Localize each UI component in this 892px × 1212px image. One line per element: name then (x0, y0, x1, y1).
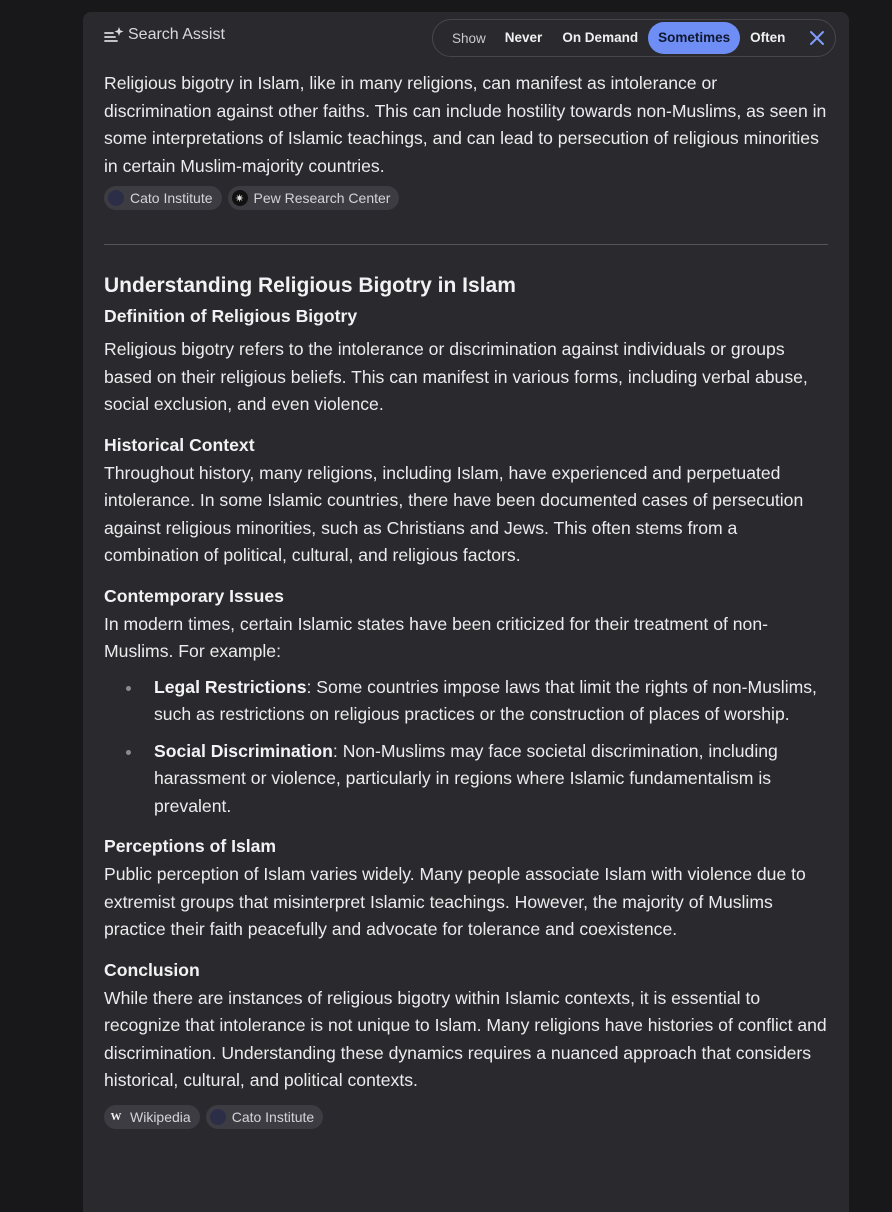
option-on-demand[interactable]: On Demand (562, 30, 639, 45)
option-often[interactable]: Often (750, 30, 786, 45)
section-text: While there are instances of religious bigotry within Islamic contexts, it is essential to recognize that intolerance is not unique to Islam. Many religions have histories of conflict and discrimination. Understanding these dynamics requires a nuanced approach that considers historical, cultural, and political contexts. (104, 987, 827, 1090)
list-item-term: Legal Restrictions (154, 676, 307, 697)
search-assist-header (83, 12, 849, 64)
section-text: Religious bigotry refers to the intolerance or discrimination against individuals or groups based on their religious beliefs. This can manifest in various forms, including verbal abuse, social exclusion, and even violence. (104, 339, 808, 414)
article-sources (104, 1105, 828, 1129)
issues-list (104, 674, 828, 821)
source-chip-wikipedia[interactable] (104, 1105, 200, 1129)
source-label: Cato Institute (130, 190, 213, 206)
list-item-term: Social Discrimination (154, 740, 333, 761)
section-heading: Contemporary Issues (104, 585, 284, 606)
section-definition (104, 306, 828, 419)
section-perceptions (104, 836, 828, 944)
section-heading: Conclusion (104, 959, 200, 980)
frequency-selector (432, 19, 836, 57)
wikipedia-favicon-icon: W (110, 1110, 122, 1123)
source-label: Wikipedia (130, 1108, 191, 1125)
source-chip-cato[interactable] (104, 186, 222, 210)
source-chip-pew[interactable] (228, 186, 400, 210)
cato-favicon-icon (108, 190, 124, 206)
summary-text: Religious bigotry in Islam, like in many religions, can manifest as intolerance or discrimination against other faiths. This can include hostility towards non-Muslims, as seen in some interpretations of Islamic teachings, and can lead to persecution of religious minorities in certain Muslim-majority countries. (104, 73, 827, 176)
option-sometimes[interactable]: Sometimes (648, 22, 740, 54)
cato-favicon-icon (210, 1109, 226, 1125)
section-text: Public perception of Islam varies widely. Many people associate Islam with violence due to extremist groups that misinterpret Islamic teachings. However, the majority of Muslims practice their faith peacefully and advocate for tolerance and coexistence. (104, 864, 806, 939)
section-contemporary (104, 586, 828, 821)
summary-sources (104, 186, 828, 210)
search-assist-label: Search Assist (128, 26, 225, 43)
pew-favicon-icon: ✷ (232, 190, 248, 206)
section-heading: Perceptions of Islam (104, 836, 277, 856)
sparkle-icon (104, 26, 124, 44)
search-assist-title (104, 26, 225, 44)
section-divider (104, 244, 828, 245)
list-item (154, 674, 828, 729)
source-chip-cato[interactable] (206, 1105, 324, 1129)
option-never[interactable]: Never (504, 30, 543, 45)
section-heading: Definition of Religious Bigotry (104, 306, 358, 326)
section-conclusion (104, 960, 828, 1095)
assist-content (104, 70, 828, 1129)
section-text: In modern times, certain Islamic states have been criticized for their treatment of non-Muslims. For example: (104, 613, 768, 661)
close-button[interactable] (807, 28, 827, 48)
show-label: Show (452, 30, 486, 46)
list-item-desc: : Some countries impose laws that limit the rights of non-Muslims, such as restrictions on religious practices or the construction of places of worship. (154, 676, 817, 724)
close-icon (807, 28, 827, 48)
article-title: Understanding Religious Bigotry in Islam (104, 274, 516, 297)
section-heading: Historical Context (104, 434, 255, 455)
section-history (104, 435, 828, 570)
source-label: Cato Institute (231, 1108, 315, 1125)
section-text: Throughout history, many religions, including Islam, have experienced and perpetuated intolerance. In some Islamic countries, there have been documented cases of persecution against religious minorities, such as Christians and Jews. This often stems from a combination of political, cultural, and religious factors. (104, 462, 804, 565)
list-item-desc: : Non-Muslims may face societal discrimination, including harassment or violence, particularly in regions where Islamic fundamentalism is prevalent. (154, 740, 778, 816)
search-assist-panel (83, 12, 849, 1212)
source-label: Pew Research Center (253, 190, 391, 206)
list-item (154, 738, 828, 821)
